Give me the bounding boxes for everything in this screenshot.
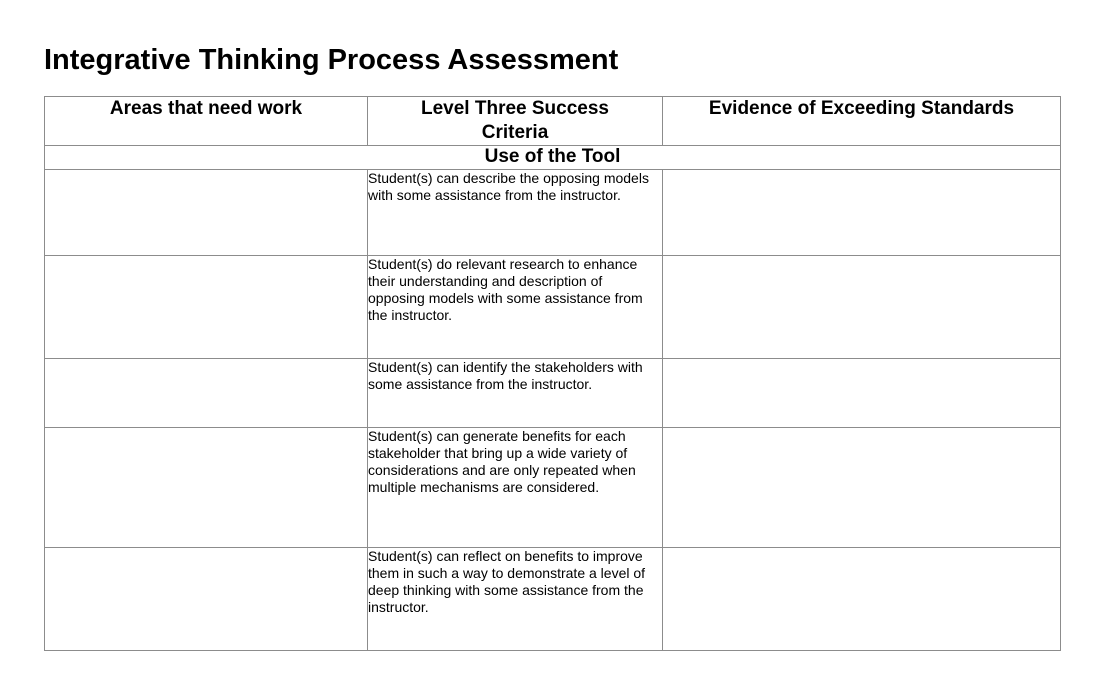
section-row bbox=[45, 146, 1061, 170]
column-header-areas: Areas that need work bbox=[45, 97, 368, 146]
evidence-cell[interactable] bbox=[663, 428, 1061, 548]
section-heading: Use of the Tool bbox=[45, 146, 1061, 170]
areas-cell[interactable] bbox=[45, 548, 368, 651]
table-row bbox=[45, 548, 1061, 651]
areas-cell[interactable] bbox=[45, 256, 368, 359]
criteria-cell: Student(s) do relevant research to enhance their understanding and description of opposing models with some assistance from the instructor. bbox=[368, 256, 663, 359]
table-row bbox=[45, 359, 1061, 428]
areas-cell[interactable] bbox=[45, 359, 368, 428]
evidence-cell[interactable] bbox=[663, 170, 1061, 256]
table-row bbox=[45, 170, 1061, 256]
criteria-cell: Student(s) can identify the stakeholders with some assistance from the instructor. bbox=[368, 359, 663, 428]
column-header-evidence: Evidence of Exceeding Standards bbox=[663, 97, 1061, 146]
header-row bbox=[45, 97, 1061, 146]
areas-cell[interactable] bbox=[45, 170, 368, 256]
criteria-cell: Student(s) can reflect on benefits to improve them in such a way to demonstrate a level of deep thinking with some assistance from the instructor. bbox=[368, 548, 663, 651]
table-row bbox=[45, 428, 1061, 548]
page-title: Integrative Thinking Process Assessment bbox=[44, 44, 619, 76]
criteria-cell: Student(s) can describe the opposing models with some assistance from the instructor. bbox=[368, 170, 663, 256]
assessment-table bbox=[44, 96, 1061, 651]
areas-cell[interactable] bbox=[45, 428, 368, 548]
evidence-cell[interactable] bbox=[663, 548, 1061, 651]
evidence-cell[interactable] bbox=[663, 256, 1061, 359]
table-row bbox=[45, 256, 1061, 359]
column-header-criteria: Level Three Success Criteria bbox=[368, 97, 663, 146]
evidence-cell[interactable] bbox=[663, 359, 1061, 428]
criteria-cell: Student(s) can generate benefits for each stakeholder that bring up a wide variety of considerations and are only repeated when multiple mechanisms are considered. bbox=[368, 428, 663, 548]
